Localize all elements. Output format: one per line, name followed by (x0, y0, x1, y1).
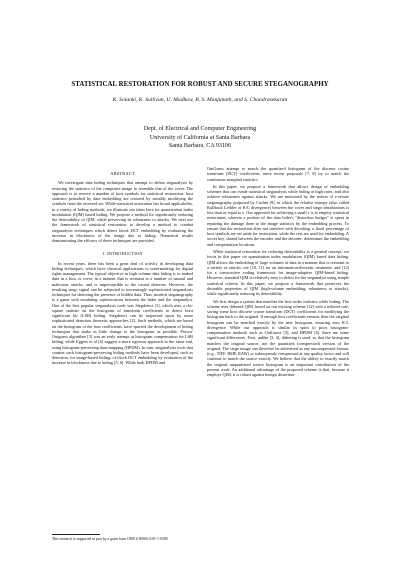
body-paragraph: We first design a system that matches the first-order statistics while hiding. The scheme uses dithered QIM, based on our existing scheme [12] with a reduced rate, saving some host discrete cosine transform (DCT) coefficients for modifying the histogram back to the original. If enough host coefficients remain, then the original histogram can be matched exactly by the new histogram, ensuring zero K-L divergence. While our approach is similar in spirit to prior histogram-compensation methods such as OutGuess [3], and HPDM [4], there are some significant differences. First, unlike [3, 4], dithering is used, so that the histogram matches the original source, not the quantized (compressed) version of the original. The stego image can therefore be advertised as any uncompressed format, (e.g., TIFF, BMP, RAW) or subsequently compressed at any quality factor and will continue to match the source exactly. We believe that the ability to exactly match the original unquantized source histogram is an important contribution of the present work. An additional advantage of the proposed scheme is that, because it employs QIM, it is robust against benign distortion- (207, 298, 349, 378)
body-paragraph: In this paper, we propose a framework that allows design of embedding schemes that can evade statistical steganalysis while hiding at high rates, and also achieve robustness against attacks. We are motivated by the notion of ε-secure steganography proposed by Cachin [9], in which the relative entropy (also called Kullback Leibler or K-L divergence) between the cover and stego distributions is less than or equal to ε. Our approach for achieving a small ε is to employ statistical restoration, wherein a portion of the data hider's "distortion budget" is spent in repairing the damage done to the image statistics by the embedding process. To ensure that the restoration does not interfere with decoding, a fixed percentage of host symbols are set aside for restoration, while the rest are used for embedding. A secret key, shared between the encoder and the decoder, determines the embedding and compensation locations. (207, 183, 349, 247)
body-paragraph: While statistical restoration for reducing detectability is a general concept, we focus in this paper on quantization index modulation (QIM) based data hiding. QIM allows the embedding of large volumes of data in a manner that is resistant to a variety of attacks; see [10, 11] for an information-theoretic treatment, and [12] for a constructive coding framework for image-adaptive QIM-based hiding. However, standard QIM is relatively easy to detect for the steganalyst using simple statistical criteria. In this paper, we propose a framework that preserves the desirable properties of QIM (high-volume embedding, robustness to attacks), while significantly reducing its detectability. (207, 249, 349, 297)
affiliation-block (0, 125, 400, 151)
intro-paragraph: In recent years, there has been a great deal of activity in developing data hiding techniques, which have classical applications to watermarking for digital rights management. The typical objective in high volume data hiding is to embed data in a host or cover, in a manner that is resistant to a number of natural and malicious attacks, and is imperceptible to the casual observer. However, the resulting stego signal can be subjected to increasingly sophisticated steganalysis techniques for detecting the presence of hidden data. Thus, modern steganography is a game with escalating sophistication between the hider and the steganalyst. One of the first popular steganalysis tools was Stegdetect [1], which uses a chi-square statistic on the histogram of transform coefficients to detect least significant bit (LSB) hiding. Stegdetect can be improved upon by more sophisticated detection theoretic approaches [2]. Such methods, which are based on the histogram of the host coefficients, have spurred the development of hiding techniques that make as little change to the histogram as possible. Provos' Outguess algorithm [3] was an early attempt at histogram compensation for LSB hiding, while Eggers et al [4] suggest a more rigorous approach to the same end, using histogram-preserving data-mapping (HPDM). In turn, steganalysis tools that counter such histogram-preserving hiding methods have been developed, such as detection, for image-based hiding, of block DCT embedding by evaluation of the increase in blockiness due to hiding [5, 6]. While both HPDM and (52, 260, 193, 366)
left-column (52, 171, 193, 368)
footnote: This research is supported in part by a grant from ONR # N00014-01-1-0380. (52, 537, 169, 541)
abstract-heading: ABSTRACT (110, 171, 135, 176)
paper-title: STATISTICAL RESTORATION FOR ROBUST AND SECURE STEGANOGRAPHY (71, 81, 329, 88)
affiliation-university: University of California at Santa Barbara (149, 134, 251, 141)
introduction-heading: 1. INTRODUCTION (102, 251, 143, 257)
body-paragraph: OutGuess attempt to match the quantized histogram of the discrete cosine transform (DCT) coefficients, more recent proposals [7, 8] try to match the continuous marginal statistics. (207, 166, 349, 182)
affiliation-city: Santa Barbara, CA 93106 (168, 143, 232, 150)
right-column (207, 166, 349, 380)
author-list: K. Solanki, K. Sullivan, U. Madhow, B. S. Manjunath, and S. Chandrasekaran (112, 97, 288, 103)
footnote-rule (52, 534, 100, 535)
abstract-text: We investigate data hiding techniques that attempt to defeat steganalysis by restoring the statistics of the composite image to resemble that of the cover. The approach is to reserve a number of host symbols for statistical restoration: host statistics perturbed by data embedding are restored by suitably modifying the symbols from the reserved set. While statistical restoration has broad applicability, to a variety of hiding methods, we illustrate our ideas here for quantization index modulation (QIM) based hiding. We propose a method for significantly reducing the detectability of QIM, while preserving its robustness to attacks. We next use the framework of statistical restoration to develop a method to combat steganalysis techniques which detect block DCT embedding by evaluating the increase in blockiness of the image due to hiding. Numerical results demonstrating the efficacy of these techniques are provided. (52, 180, 193, 243)
affiliation-dept: Dept. of Electrical and Computer Engineering (143, 126, 257, 132)
